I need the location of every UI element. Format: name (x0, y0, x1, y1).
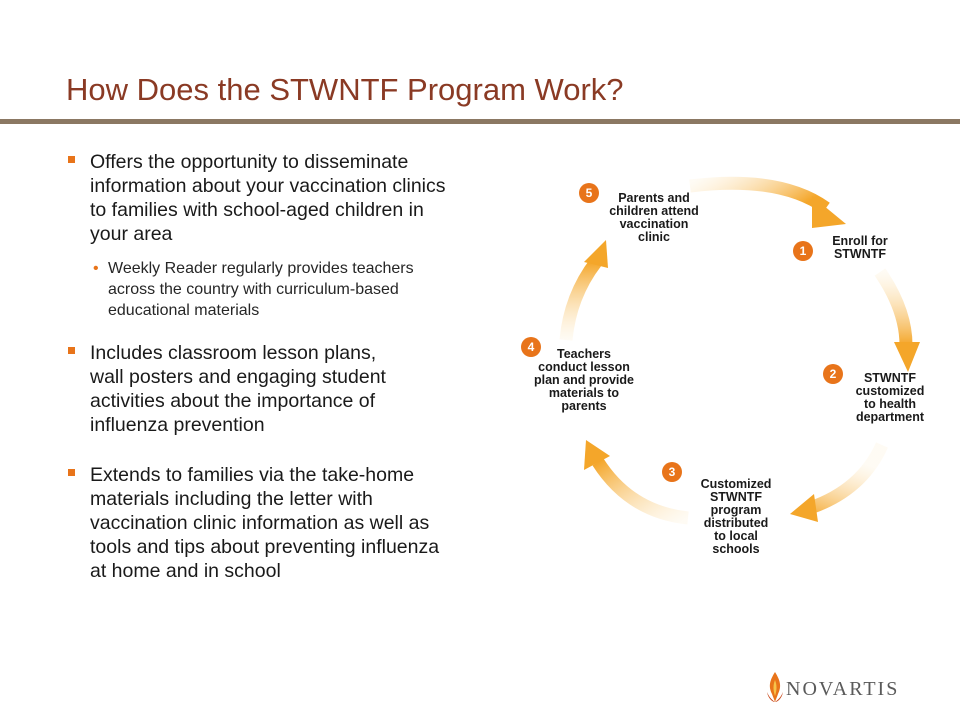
cycle-arrow-4-to-5 (566, 262, 596, 340)
bullet-line: at home and in school (90, 560, 281, 582)
arrowhead-icon (790, 494, 818, 522)
sub-bullet-line: across the country with curriculum-based (108, 281, 399, 298)
step-5-badge: 5 (579, 183, 599, 203)
bullet-line: materials including the letter with (90, 488, 373, 510)
sub-bullet-line: Weekly Reader regularly provides teachers (108, 260, 414, 277)
bullet-line: your area (90, 223, 173, 245)
step-1-badge: 1 (793, 241, 813, 261)
bullet-line: tools and tips about preventing influenza (90, 536, 440, 558)
sub-bullet-line: educational materials (108, 302, 260, 319)
step-1-label: Enroll for STWNTF (832, 234, 888, 261)
bullet-line: Extends to families via the take-home (90, 464, 415, 486)
dot-bullet-icon: • (93, 260, 99, 277)
novartis-flame-icon (764, 670, 786, 704)
step-3-badge: 3 (662, 462, 682, 482)
cycle-arrow-1-to-2 (880, 272, 906, 345)
step-5-label: Parents and children attend vaccination clinic (609, 191, 699, 244)
step-2-badge: 2 (823, 364, 843, 384)
step-3-label: Customized STWNTF program distributed to local schools (700, 477, 772, 556)
novartis-logo-text: NOVARTIS (786, 678, 900, 700)
arrowhead-icon (812, 196, 846, 228)
bullet-line: vaccination clinic information as well as (90, 512, 430, 534)
slide-title: How Does the STWNTF Program Work? (66, 72, 624, 107)
bullet-line: Offers the opportunity to disseminate (90, 151, 409, 173)
bullet-line: wall posters and engaging student (90, 366, 386, 388)
bullet-line: Includes classroom lesson plans, (90, 342, 377, 364)
step-4-badge: 4 (521, 337, 541, 357)
bullet-line: to families with school-aged children in (90, 199, 424, 221)
arrowhead-icon (894, 342, 920, 372)
cycle-arrow-2-to-3 (810, 445, 882, 508)
step-2-label: STWNTF customized to health department (855, 371, 925, 424)
bullet-line: influenza prevention (90, 414, 265, 436)
bullet-line: activities about the importance of (90, 390, 376, 412)
bullet-line: information about your vaccination clinics (90, 175, 446, 197)
step-4-label: Teachers conduct lesson plan and provide materials to parents (533, 347, 634, 413)
